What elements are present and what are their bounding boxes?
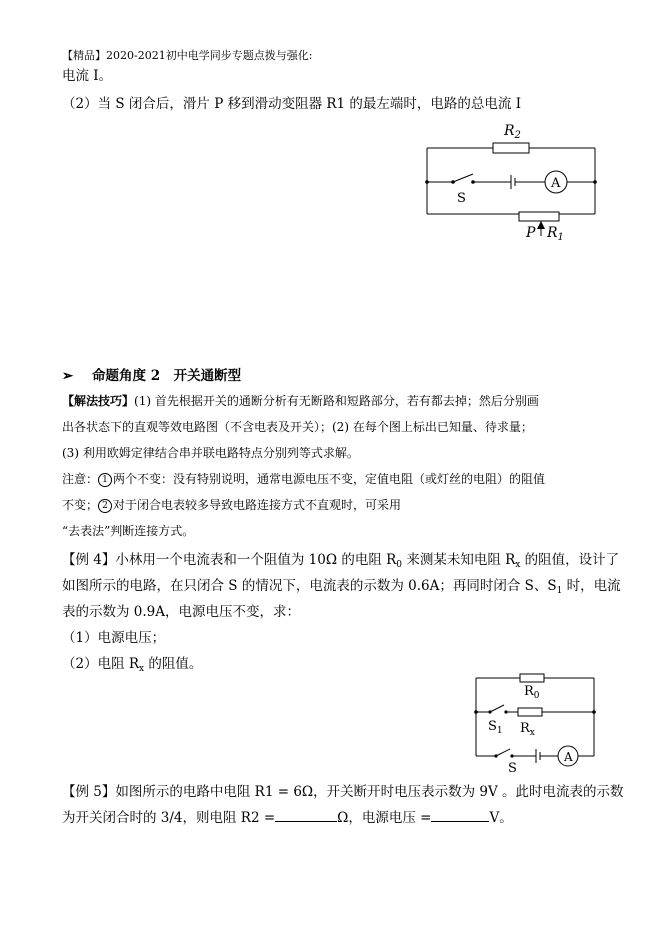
label-a: A <box>551 176 561 191</box>
section-heading <box>62 364 241 384</box>
circled-number-2: 2 <box>98 499 112 513</box>
example-4-line-1: 【例 4】小林用一个电流表和一个阻值为 10Ω 的电阻 $R_0$ 来测某未知电阻 $R_x$ 的阻值，设计了 <box>62 552 620 570</box>
answer-blank-r2[interactable] <box>275 809 337 822</box>
example-4-line-3: 表的示数为 0.9A，电源电压不变，求： <box>62 604 301 620</box>
circuit-diagram-1 <box>415 118 605 248</box>
page-header: 【精品】2020-2021初中电学同步专题点拨与强化: <box>62 49 313 62</box>
resistor-r2 <box>493 143 529 153</box>
tips-line-2: 出各状态下的直观等效电路图（不含电表及开关）；(2) 在每个图上标出已知量、待求量； <box>62 420 533 434</box>
tips-line-1: 【解法技巧】(1) 首先根据开关的通断分析有无断路和短路部分，若有都去掉；然后分别画 <box>62 394 539 408</box>
rheostat-r1 <box>519 212 559 221</box>
label-s1: $S_1$ <box>488 719 503 736</box>
label-a: A <box>564 750 573 764</box>
note-line-3: “去表法”判断连接方式。 <box>62 524 195 538</box>
switch-s <box>453 174 473 182</box>
label-r1: $R_1$ <box>547 225 564 243</box>
bullet-arrow-icon: ➢ <box>62 368 74 384</box>
section-title: 命题角度 2 开关通断型 <box>92 368 242 384</box>
example-4-question-2: （2）电阻 $R_x$ 的阻值。 <box>62 656 203 674</box>
example-4-question-1: （1）电源电压； <box>62 630 166 646</box>
tips-lead: 【解法技巧】 <box>62 394 135 408</box>
label-s: S <box>508 761 517 773</box>
switch-s <box>496 749 510 756</box>
question-2: （2）当 S 闭合后，滑片 P 移到滑动变阻器 R1 的最左端时，电路的总电流 I <box>62 96 522 112</box>
example-5-line-2: 为开关闭合时的 3/4，则电阻 R2 = Ω，电源电压 = V。 <box>62 810 513 826</box>
tips-line-3: (3) 利用欧姆定律结合串并联电路特点分别列等式求解。 <box>62 446 359 460</box>
note-line-1: 注意： 1 两个不变：没有特别说明，通常电源电压不变，定值电阻（或灯丝的电阻）的阻值 <box>62 472 546 486</box>
answer-blank-voltage[interactable] <box>431 809 489 822</box>
label-rx: $R_x$ <box>520 721 535 738</box>
label-r0: $R_0$ <box>524 684 540 701</box>
switch-s1 <box>490 705 504 712</box>
circled-number-1: 1 <box>98 473 112 487</box>
note-line-2: 不变； 2 对于闭合电表较多导致电路连接方式不直观时，可采用 <box>62 498 402 512</box>
label-s: S <box>457 191 466 206</box>
example-5-line-1: 【例 5】如图所示的电路中电阻 R1 = 6Ω，开关断开时电压表示数为 9V 。此时电流表的示数 <box>62 784 624 800</box>
example-4-line-2: 如图所示的电路，在只闭合 S 的情况下，电流表的示数为 0.6A；再同时闭合 S、$S_1$ 时，电流 <box>62 578 621 596</box>
resistor-rx <box>518 708 542 716</box>
slider-arrow <box>537 221 545 229</box>
label-p: P <box>526 225 536 241</box>
circuit-diagram-2 <box>468 668 603 773</box>
text-line: 电流 I。 <box>62 68 113 84</box>
label-r2: $R_2$ <box>504 123 521 141</box>
resistor-r0 <box>520 674 544 682</box>
